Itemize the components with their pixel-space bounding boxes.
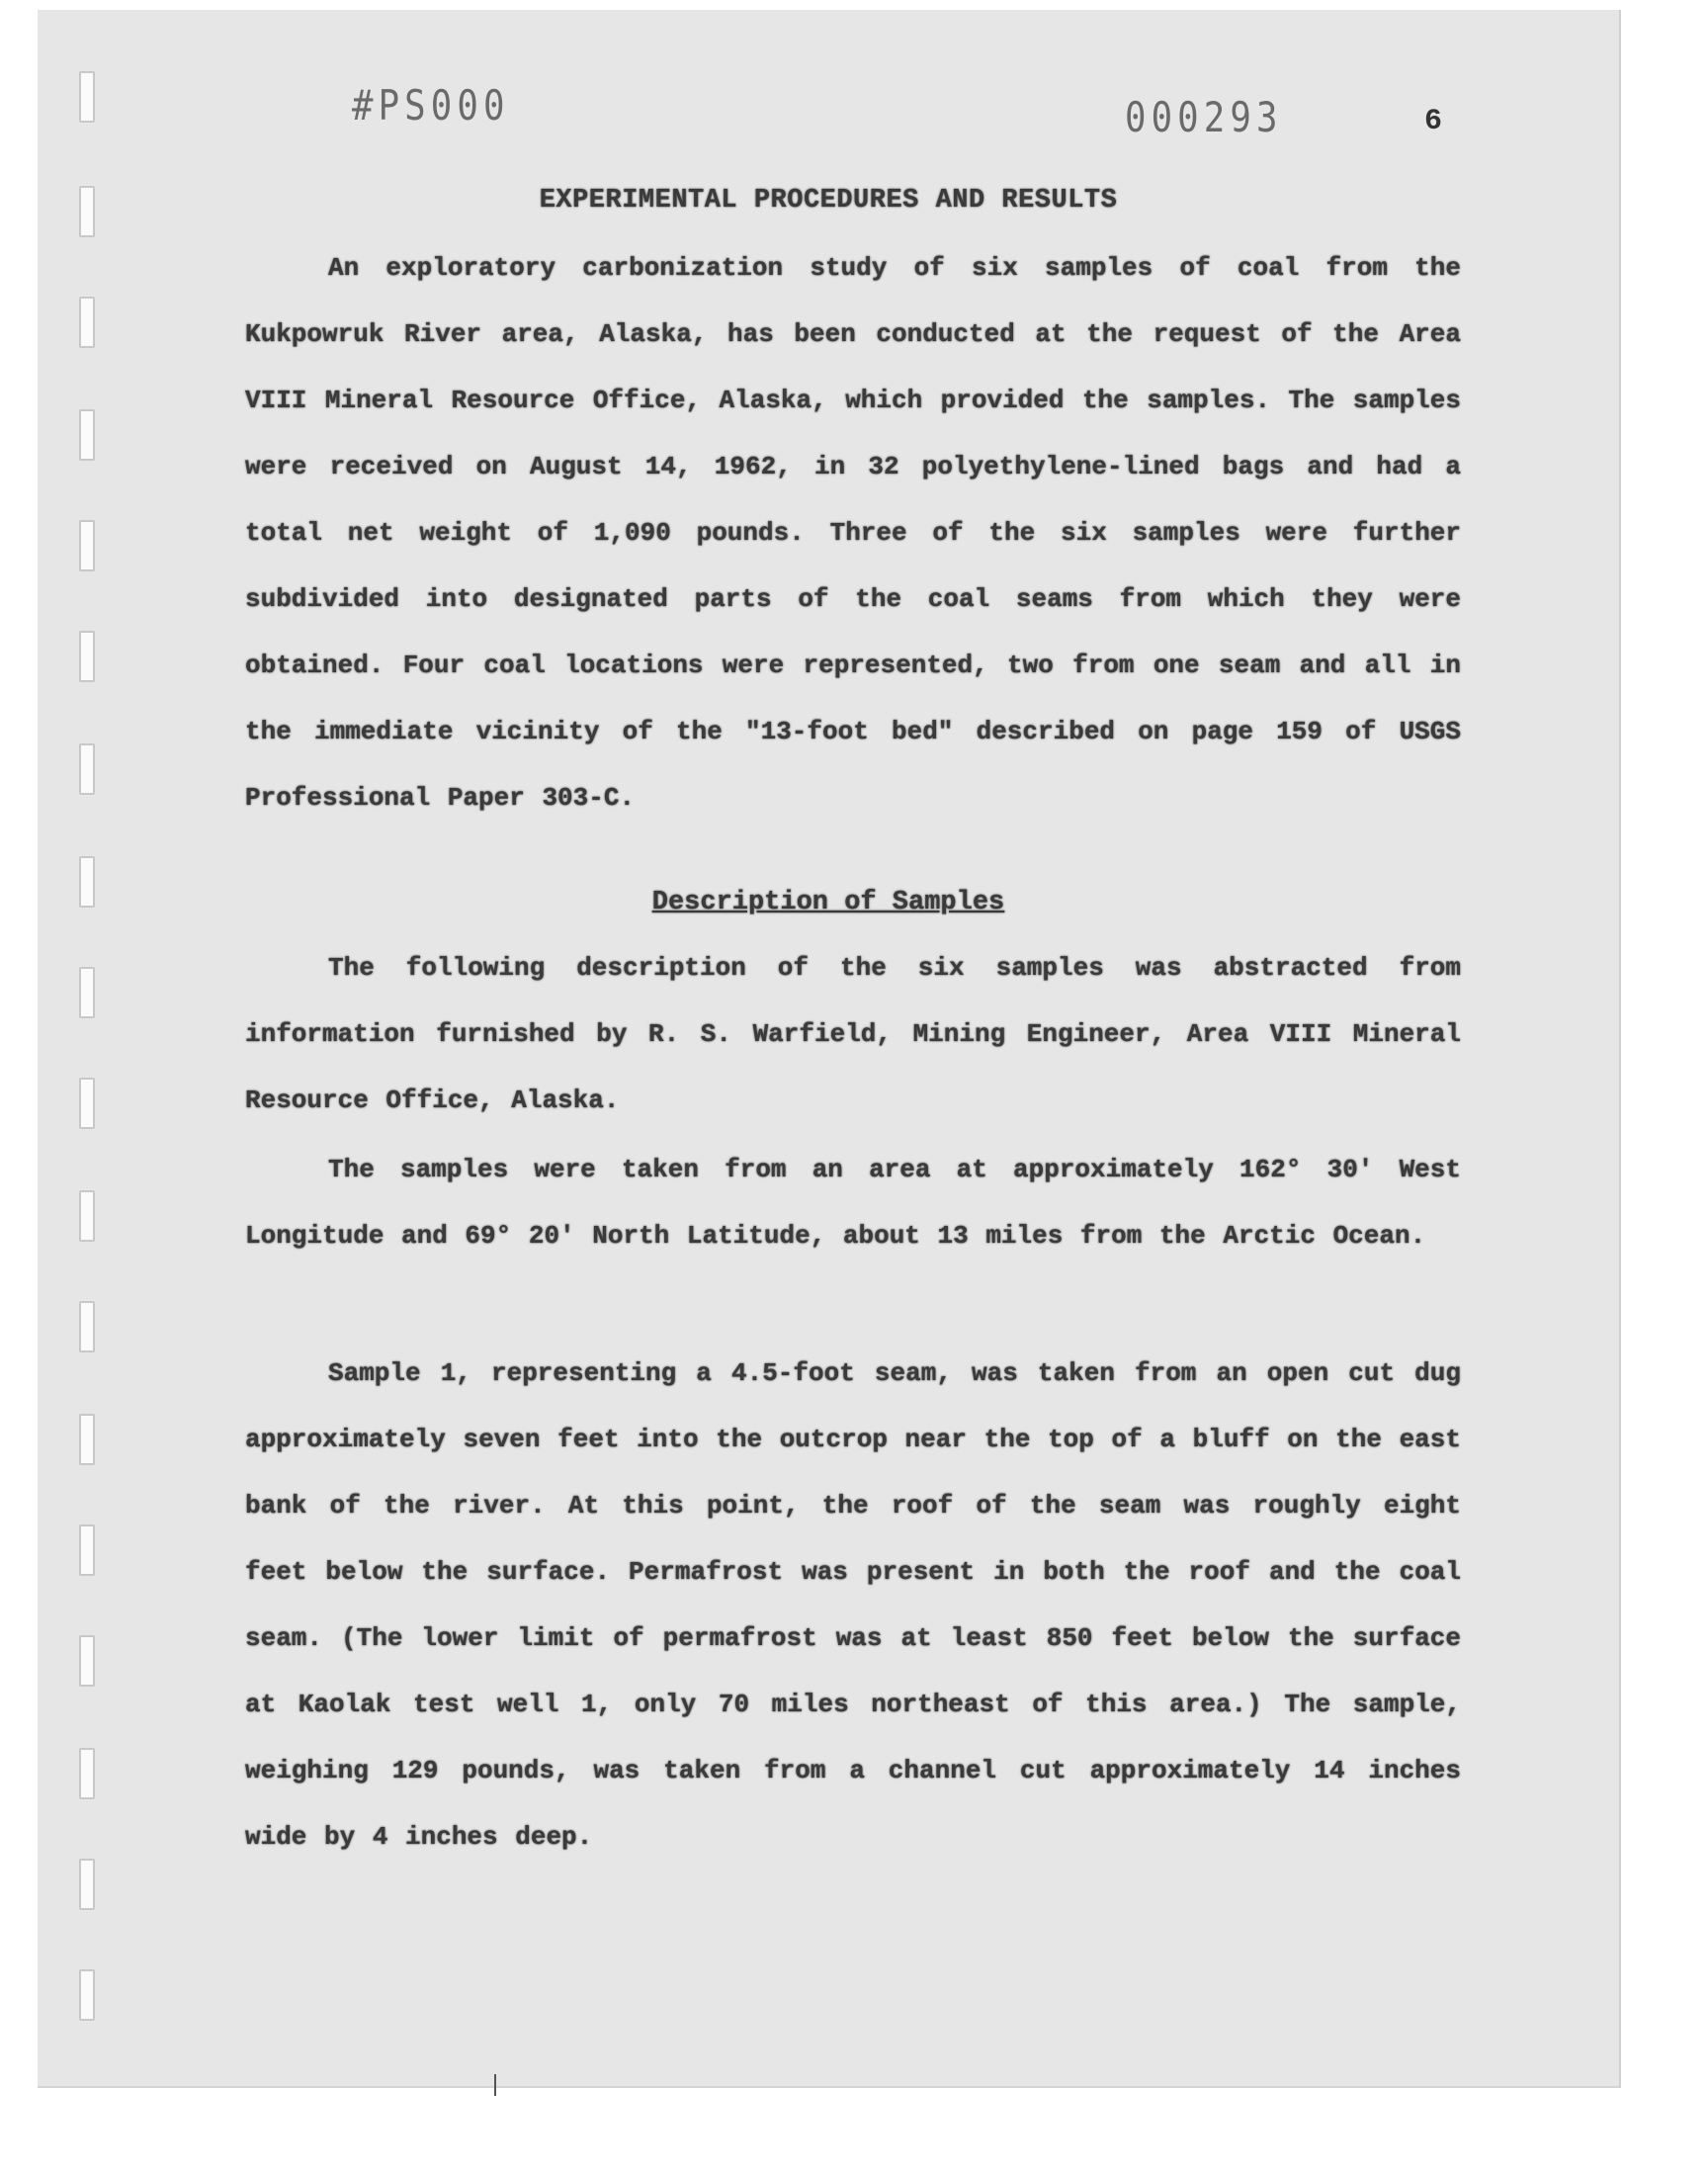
sprocket-hole xyxy=(79,1078,95,1129)
sprocket-hole xyxy=(79,409,95,461)
sprocket-hole xyxy=(79,1414,95,1465)
section-heading: EXPERIMENTAL PROCEDURES AND RESULTS xyxy=(539,186,1118,216)
sprocket-hole xyxy=(79,743,95,795)
sprocket-hole xyxy=(79,1301,95,1352)
intro-paragraph: An exploratory carbonization study of six samples of coal from the Kukpowruk River area, Alaska, has been conducted at the request of the Area VIII Mineral Resource Office, Alaska, which provided the samples. The samples were received on August 14, 1962, in 32 polyethylene-lined bags and had a total net weight of 1,090 pounds. Three of the six samples were further subdivided into designated parts of the coal seams from which they were obtained. Four coal locations were represented, two from one seam and all in the immediate vicinity of the "13-foot bed" described on page 159 of USGS Professional Paper 303-C. xyxy=(245,253,1461,813)
document-page xyxy=(38,10,1621,2088)
sprocket-hole xyxy=(79,631,95,682)
sprocket-hole xyxy=(79,967,95,1018)
sprocket-hole xyxy=(79,297,95,348)
scan-mark xyxy=(494,2074,496,2096)
sprocket-hole xyxy=(79,520,95,571)
sprocket-hole xyxy=(79,1969,95,2021)
subsection-heading: Description of Samples xyxy=(651,888,1005,917)
page-number: 6 xyxy=(1424,105,1443,138)
sample-1-paragraph: Sample 1, representing a 4.5-foot seam, was taken from an open cut dug approximately seven feet into the outcrop near the top of a bluff on the east bank of the river. At this point, the roof of the seam was roughly eight feet below the surface. Permafrost was present in both the roof and the coal seam. (The lower limit of permafrost was at least 850 feet below the surface at Kaolak test well 1, only 70 miles northeast of this area.) The sample, weighing 129 pounds, was taken from a channel cut approximately 14 inches wide by 4 inches deep. xyxy=(245,1358,1461,1852)
page-reference-number: 000293 xyxy=(1125,93,1283,141)
sprocket-hole xyxy=(79,1635,95,1687)
sprocket-hole xyxy=(79,1748,95,1799)
sprocket-hole xyxy=(79,1859,95,1910)
sprocket-hole xyxy=(79,1190,95,1242)
description-paragraph: The following description of the six samples was abstracted from information furnished by R. S. Warfield, Mining Engineer, Area VIII Mineral Resource Office, Alaska. xyxy=(245,953,1461,1115)
sprocket-hole xyxy=(79,71,95,123)
sprocket-hole xyxy=(79,1524,95,1576)
document-code: #PS000 xyxy=(352,81,510,130)
location-paragraph: The samples were taken from an area at approximately 162° 30' West Longitude and 69° 20' North Latitude, about 13 miles from the Arctic Ocean. xyxy=(245,1155,1461,1251)
